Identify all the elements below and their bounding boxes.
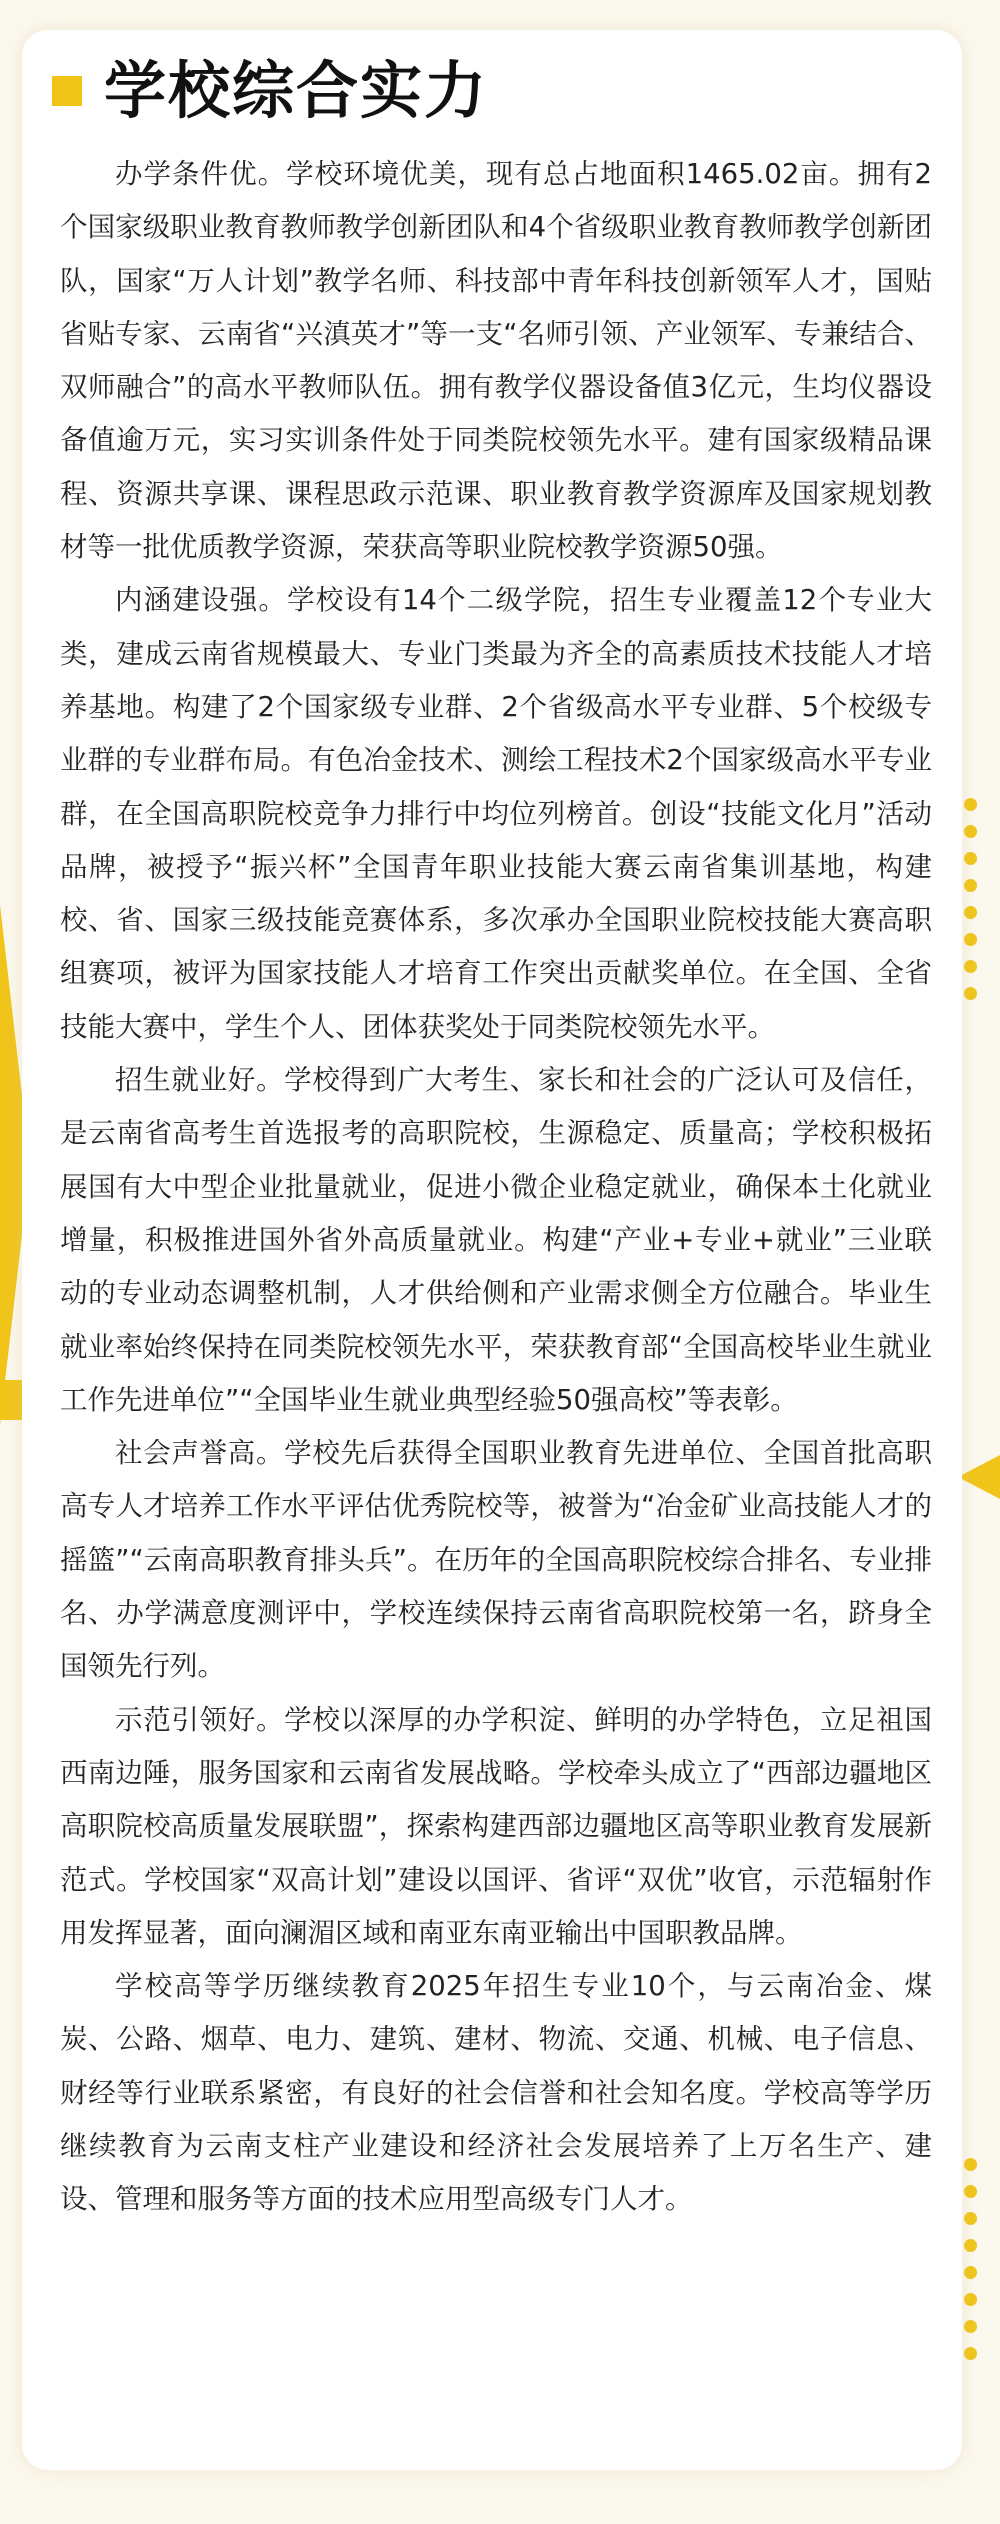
paragraph-employment: 招生就业好。学校得到广大考生、家长和社会的广泛认可及信任，是云南省高考生首选报考的高职院校，生源稳定、质量高；学校积极拓展国有大中型企业批量就业，促进小微企业稳定就业，确保本土化就业增量，积极推进国外省外高质量就业。构建“产业+专业+就业”三业联动的专业动态调整机制，人才供给侧和产业需求侧全方位融合。毕业生就业率始终保持在同类院校领先水平，荣获教育部“全国高校毕业生就业工作先进单位”“全国毕业生就业典型经验50强高校”等表彰。 — [60, 1064, 932, 1416]
paragraph-development: 内涵建设强。学校设有14个二级学院，招生专业覆盖12个专业大类，建成云南省规模最大、专业门类最为齐全的高素质技术技能人才培养基地。构建了2个国家级专业群、2个省级高水平专业群、5个校级专业群的专业群布局。有色冶金技术、测绘工程技术2个国家级高水平专业群，在全国高职院校竞争力排行中均位列榜首。创设“技能文化月”活动品牌，被授予“振兴杯”全国青年职业技能大赛云南省集训基地，构建校、省、国家三级技能竞赛体系，多次承办全国职业院校技能大赛高职组赛项，被评为国家技能人才培育工作突出贡献奖单位。在全国、全省技能大赛中，学生个人、团体获奖处于同类院校领先水平。 — [60, 584, 932, 1043]
page-title: 学校综合实力 — [104, 54, 489, 127]
decorative-right-triangle — [958, 1455, 1000, 1499]
section-header — [52, 54, 489, 127]
paragraph-reputation: 社会声誉高。学校先后获得全国职业教育先进单位、全国首批高职高专人才培养工作水平评估优秀院校等，被誉为“冶金矿业高技能人才的摇篮”“云南高职教育排头兵”。在历年的全国高职院校综合排名、专业排名、办学满意度测评中，学校连续保持云南省高职院校第一名，跻身全国领先行列。 — [60, 1437, 932, 1683]
decorative-dots-top — [964, 798, 978, 1000]
paragraph-leadership: 示范引领好。学校以深厚的办学积淀、鲜明的办学特色，立足祖国西南边陲，服务国家和云南省发展战略。学校牵头成立了“西部边疆地区高职院校高质量发展联盟”，探索构建西部边疆地区高等职业教育发展新范式。学校国家“双高计划”建设以国评、省评“双优”收官，示范辐射作用发挥显著，面向澜湄区域和南亚东南亚输出中国职教品牌。 — [60, 1703, 932, 1949]
decorative-left-block — [0, 1380, 24, 1420]
paragraph-facilities: 办学条件优。学校环境优美，现有总占地面积1465.02亩。拥有2个国家级职业教育教师教学创新团队和4个省级职业教育教师教学创新团队，国家“万人计划”教学名师、科技部中青年科技创新领军人才，国贴省贴专家、云南省“兴滇英才”等一支“名师引领、产业领军、专兼结合、双师融合”的高水平教师队伍。拥有教学仪器设备值3亿元，生均仪器设备值逾万元，实习实训条件处于同类院校领先水平。建有国家级精品课程、资源共享课、课程思政示范课、职业教育教学资源库及国家规划教材等一批优质教学资源，荣获高等职业院校教学资源50强。 — [60, 158, 932, 564]
content-card — [22, 30, 962, 2470]
title-square-icon — [52, 76, 82, 106]
paragraph-continuing-education: 学校高等学历继续教育2025年招生专业10个，与云南冶金、煤炭、公路、烟草、电力、建筑、建材、物流、交通、机械、电子信息、财经等行业联系紧密，有良好的社会信誉和社会知名度。学校高等学历继续教育为云南支柱产业建设和经济社会发展培养了上万名生产、建设、管理和服务等方面的技术应用型高级专门人才。 — [60, 1970, 932, 2216]
article-body — [60, 148, 932, 2227]
decorative-dots-bottom — [964, 2158, 978, 2360]
